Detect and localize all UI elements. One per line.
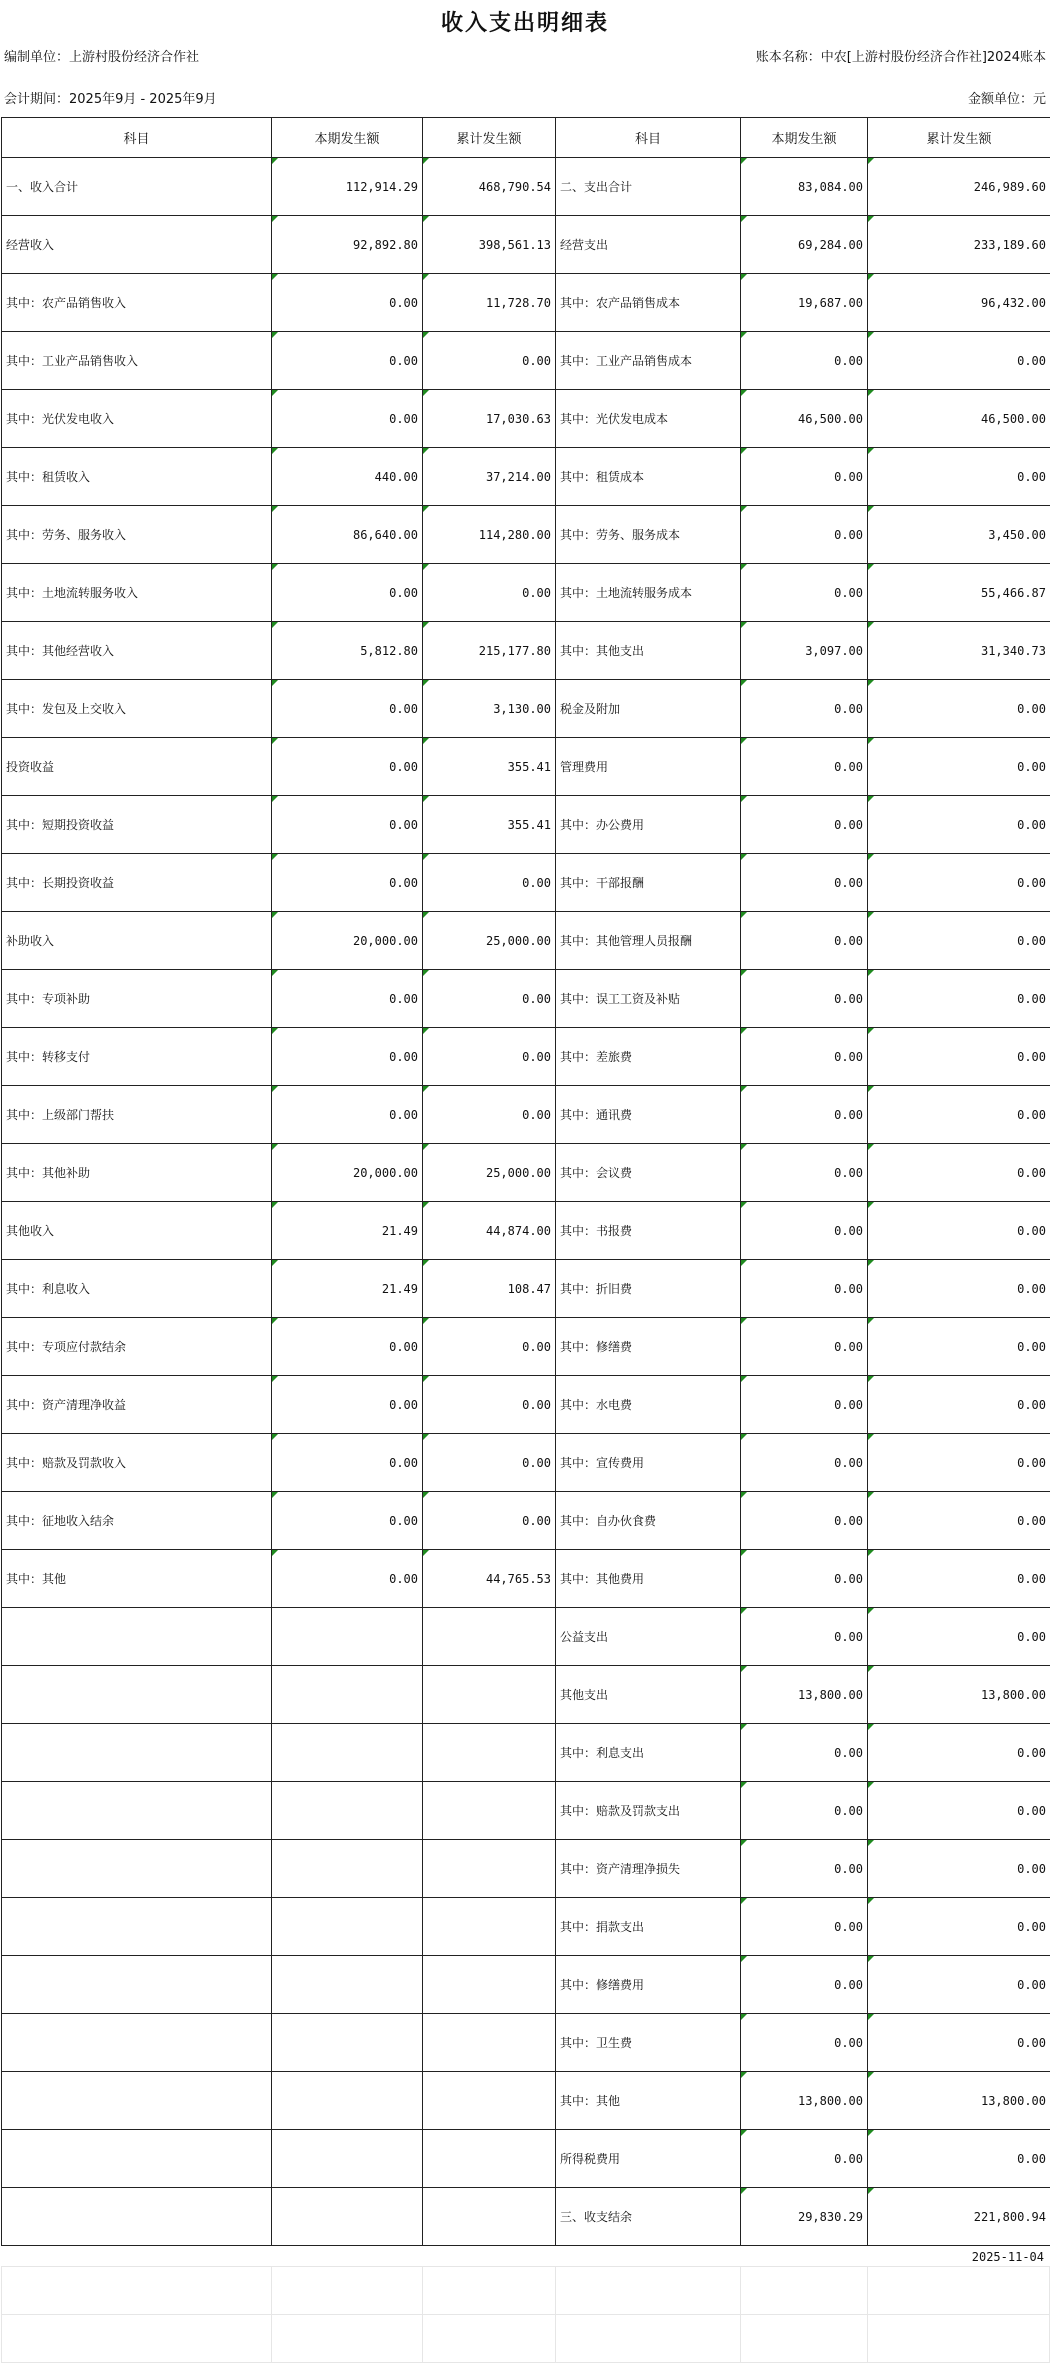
cell-current-right: 0.00 (741, 1550, 868, 1608)
cell-cumulative-right: 0.00 (868, 738, 1050, 796)
table-row (2, 1492, 1050, 1550)
cell-cumulative-right: 0.00 (868, 912, 1050, 970)
table-row (2, 1550, 1050, 1608)
cell-current-right: 0.00 (741, 1956, 868, 2014)
cell-current-right: 0.00 (741, 970, 868, 1028)
table-row (2, 1434, 1050, 1492)
table-row (2, 2014, 1050, 2072)
cell-current-left (272, 1608, 423, 1666)
cell-cumulative-left: 0.00 (423, 564, 556, 622)
table-row (2, 1782, 1050, 1840)
cell-subject-right: 其中：差旅费 (556, 1028, 741, 1086)
table-row (2, 1260, 1050, 1318)
cell-current-left (272, 1898, 423, 1956)
cell-current-right: 83,084.00 (741, 158, 868, 216)
cell-cumulative-right: 0.00 (868, 1434, 1050, 1492)
cell-cumulative-right: 0.00 (868, 854, 1050, 912)
cell-subject-left (2, 1724, 272, 1782)
table-row (2, 1898, 1050, 1956)
cell-cumulative-left (423, 2072, 556, 2130)
cell-current-right: 46,500.00 (741, 390, 868, 448)
cell-subject-right: 经营支出 (556, 216, 741, 274)
cell-cumulative-right: 0.00 (868, 1724, 1050, 1782)
cell-cumulative-right: 0.00 (868, 1144, 1050, 1202)
cell-current-left: 92,892.80 (272, 216, 423, 274)
header-cumulative-right: 累计发生额 (868, 118, 1050, 158)
cell-subject-left (2, 1608, 272, 1666)
cell-cumulative-left: 355.41 (423, 796, 556, 854)
table-row (2, 1086, 1050, 1144)
cell-subject-left: 其中：征地收入结余 (2, 1492, 272, 1550)
cell-current-left: 0.00 (272, 680, 423, 738)
currency-unit: 金额单位：元 (967, 92, 1046, 107)
cell-subject-right: 其中：误工工资及补贴 (556, 970, 741, 1028)
cell-subject-right: 其中：资产清理净损失 (556, 1840, 741, 1898)
cell-subject-left: 其中：其他 (2, 1550, 272, 1608)
table-row (2, 390, 1050, 448)
cell-current-right: 0.00 (741, 564, 868, 622)
cell-cumulative-right: 0.00 (868, 1028, 1050, 1086)
cell-cumulative-left (423, 1666, 556, 1724)
cell-current-right: 0.00 (741, 680, 868, 738)
cell-subject-right: 其中：自办伙食费 (556, 1492, 741, 1550)
cell-subject-right: 三、收支结余 (556, 2188, 741, 2246)
report-title: 收入支出明细表 (440, 11, 609, 36)
cell-cumulative-left: 114,280.00 (423, 506, 556, 564)
cell-subject-left: 其中：长期投资收益 (2, 854, 272, 912)
cell-current-right: 0.00 (741, 448, 868, 506)
cell-subject-right: 其中：通讯费 (556, 1086, 741, 1144)
table-row (2, 158, 1050, 216)
cell-current-left: 0.00 (272, 970, 423, 1028)
table-row (2, 1608, 1050, 1666)
cell-subject-right: 其中：其他支出 (556, 622, 741, 680)
cell-subject-right: 其中：赔款及罚款支出 (556, 1782, 741, 1840)
report-date: 2025-11-04 (971, 2250, 1044, 2264)
cell-cumulative-left: 468,790.54 (423, 158, 556, 216)
cell-current-right: 13,800.00 (741, 2072, 868, 2130)
cell-cumulative-right: 3,450.00 (868, 506, 1050, 564)
accounting-period: 会计期间：2025年9月 - 2025年9月 (4, 92, 217, 107)
cell-subject-left: 其中：租赁收入 (2, 448, 272, 506)
cell-subject-left: 其中：专项应付款结余 (2, 1318, 272, 1376)
header-current-left: 本期发生额 (272, 118, 423, 158)
cell-cumulative-right: 46,500.00 (868, 390, 1050, 448)
cell-current-right: 69,284.00 (741, 216, 868, 274)
cell-current-left: 0.00 (272, 274, 423, 332)
cell-subject-right: 其中：会议费 (556, 1144, 741, 1202)
empty-grid-area (1, 2266, 1050, 2363)
cell-current-right: 0.00 (741, 1086, 868, 1144)
cell-subject-left: 其中：上级部门帮扶 (2, 1086, 272, 1144)
cell-cumulative-left: 0.00 (423, 854, 556, 912)
cell-current-left: 0.00 (272, 332, 423, 390)
cell-subject-right: 管理费用 (556, 738, 741, 796)
cell-cumulative-left: 11,728.70 (423, 274, 556, 332)
cell-cumulative-right: 0.00 (868, 1086, 1050, 1144)
cell-subject-left: 其中：土地流转服务收入 (2, 564, 272, 622)
cell-current-right: 0.00 (741, 854, 868, 912)
cell-cumulative-right: 233,189.60 (868, 216, 1050, 274)
table-row (2, 680, 1050, 738)
cell-cumulative-left: 0.00 (423, 1086, 556, 1144)
cell-cumulative-right: 0.00 (868, 1260, 1050, 1318)
cell-cumulative-left: 44,765.53 (423, 1550, 556, 1608)
account-name: 账本名称：中农[上游村股份经济合作社]2024账本 (755, 50, 1046, 65)
cell-current-left (272, 1782, 423, 1840)
cell-current-left: 0.00 (272, 1318, 423, 1376)
cell-current-left: 86,640.00 (272, 506, 423, 564)
cell-current-left (272, 2014, 423, 2072)
cell-current-right: 3,097.00 (741, 622, 868, 680)
cell-current-left: 0.00 (272, 390, 423, 448)
table-row (2, 1376, 1050, 1434)
cell-subject-left: 一、收入合计 (2, 158, 272, 216)
cell-cumulative-left: 25,000.00 (423, 912, 556, 970)
cell-subject-left: 其中：其他补助 (2, 1144, 272, 1202)
cell-cumulative-left: 0.00 (423, 1376, 556, 1434)
table-row (2, 1318, 1050, 1376)
cell-cumulative-right: 0.00 (868, 1492, 1050, 1550)
table-row (2, 1028, 1050, 1086)
header-cumulative-left: 累计发生额 (423, 118, 556, 158)
cell-subject-right: 其中：土地流转服务成本 (556, 564, 741, 622)
header-current-right: 本期发生额 (741, 118, 868, 158)
cell-cumulative-left (423, 1840, 556, 1898)
cell-current-left: 20,000.00 (272, 1144, 423, 1202)
cell-subject-right: 公益支出 (556, 1608, 741, 1666)
table-row (2, 970, 1050, 1028)
cell-cumulative-right: 0.00 (868, 796, 1050, 854)
cell-current-right: 0.00 (741, 1898, 868, 1956)
cell-current-left: 0.00 (272, 1434, 423, 1492)
cell-current-right: 0.00 (741, 1608, 868, 1666)
cell-cumulative-left (423, 2014, 556, 2072)
cell-subject-right: 其中：工业产品销售成本 (556, 332, 741, 390)
cell-subject-right: 其中：宣传费用 (556, 1434, 741, 1492)
cell-cumulative-right: 0.00 (868, 680, 1050, 738)
table-row (2, 332, 1050, 390)
cell-current-left: 20,000.00 (272, 912, 423, 970)
cell-subject-right: 其中：捐款支出 (556, 1898, 741, 1956)
table-row (2, 1956, 1050, 2014)
cell-subject-right: 其中：折旧费 (556, 1260, 741, 1318)
cell-cumulative-right: 0.00 (868, 970, 1050, 1028)
cell-subject-left (2, 1782, 272, 1840)
cell-current-left (272, 1666, 423, 1724)
cell-current-left: 21.49 (272, 1260, 423, 1318)
cell-subject-left: 其中：短期投资收益 (2, 796, 272, 854)
cell-current-right: 0.00 (741, 1376, 868, 1434)
cell-subject-right: 二、支出合计 (556, 158, 741, 216)
cell-cumulative-left: 3,130.00 (423, 680, 556, 738)
cell-current-right: 19,687.00 (741, 274, 868, 332)
cell-current-left: 0.00 (272, 796, 423, 854)
cell-cumulative-right: 0.00 (868, 1550, 1050, 1608)
cell-current-left: 0.00 (272, 1028, 423, 1086)
cell-subject-left: 其中：赔款及罚款收入 (2, 1434, 272, 1492)
cell-cumulative-right: 0.00 (868, 332, 1050, 390)
cell-cumulative-left (423, 1608, 556, 1666)
cell-current-left (272, 2130, 423, 2188)
cell-subject-left (2, 1956, 272, 2014)
cell-current-right: 29,830.29 (741, 2188, 868, 2246)
cell-cumulative-right: 0.00 (868, 448, 1050, 506)
cell-subject-left: 其中：转移支付 (2, 1028, 272, 1086)
cell-current-right: 0.00 (741, 1724, 868, 1782)
cell-current-right: 0.00 (741, 912, 868, 970)
table-row (2, 274, 1050, 332)
cell-cumulative-left: 0.00 (423, 970, 556, 1028)
cell-subject-left (2, 1666, 272, 1724)
table-row (2, 738, 1050, 796)
cell-current-left (272, 1956, 423, 2014)
cell-current-left: 0.00 (272, 1086, 423, 1144)
cell-current-left: 0.00 (272, 1492, 423, 1550)
table-row (2, 1202, 1050, 1260)
cell-subject-left: 其中：农产品销售收入 (2, 274, 272, 332)
cell-current-left (272, 2188, 423, 2246)
cell-cumulative-left (423, 1724, 556, 1782)
header-subject-left: 科目 (2, 118, 272, 158)
table-row (2, 2130, 1050, 2188)
cell-cumulative-left: 37,214.00 (423, 448, 556, 506)
cell-subject-right: 其他支出 (556, 1666, 741, 1724)
cell-subject-left (2, 1840, 272, 1898)
cell-subject-right: 其中：水电费 (556, 1376, 741, 1434)
cell-cumulative-right: 13,800.00 (868, 1666, 1050, 1724)
table-row (2, 2072, 1050, 2130)
table-row (2, 216, 1050, 274)
cell-current-right: 0.00 (741, 1782, 868, 1840)
cell-cumulative-left: 215,177.80 (423, 622, 556, 680)
income-expense-table (1, 117, 1050, 2246)
cell-subject-right: 其中：其他费用 (556, 1550, 741, 1608)
cell-current-right: 0.00 (741, 1840, 868, 1898)
cell-current-right: 0.00 (741, 1202, 868, 1260)
cell-subject-right: 其中：办公费用 (556, 796, 741, 854)
cell-subject-left (2, 2188, 272, 2246)
cell-cumulative-right: 31,340.73 (868, 622, 1050, 680)
cell-subject-right: 其中：利息支出 (556, 1724, 741, 1782)
header-subject-right: 科目 (556, 118, 741, 158)
cell-current-right: 0.00 (741, 1260, 868, 1318)
cell-cumulative-right: 0.00 (868, 1318, 1050, 1376)
cell-cumulative-right: 96,432.00 (868, 274, 1050, 332)
cell-subject-right: 其中：其他 (556, 2072, 741, 2130)
cell-current-right: 0.00 (741, 2130, 868, 2188)
cell-current-left (272, 2072, 423, 2130)
cell-current-right: 13,800.00 (741, 1666, 868, 1724)
cell-subject-left: 其中：资产清理净收益 (2, 1376, 272, 1434)
table-row (2, 1144, 1050, 1202)
cell-cumulative-left (423, 2188, 556, 2246)
cell-current-left (272, 1840, 423, 1898)
cell-current-right: 0.00 (741, 1434, 868, 1492)
cell-subject-left: 其中：发包及上交收入 (2, 680, 272, 738)
cell-current-left: 5,812.80 (272, 622, 423, 680)
cell-cumulative-left: 0.00 (423, 1434, 556, 1492)
cell-cumulative-left: 398,561.13 (423, 216, 556, 274)
cell-subject-right: 其中：劳务、服务成本 (556, 506, 741, 564)
cell-cumulative-right: 0.00 (868, 1898, 1050, 1956)
cell-current-right: 0.00 (741, 332, 868, 390)
cell-cumulative-right: 0.00 (868, 1956, 1050, 2014)
cell-subject-left: 其他收入 (2, 1202, 272, 1260)
cell-cumulative-right: 55,466.87 (868, 564, 1050, 622)
cell-current-left: 0.00 (272, 738, 423, 796)
cell-cumulative-left: 17,030.63 (423, 390, 556, 448)
cell-current-right: 0.00 (741, 796, 868, 854)
cell-current-left: 440.00 (272, 448, 423, 506)
cell-subject-left (2, 2130, 272, 2188)
cell-subject-right: 所得税费用 (556, 2130, 741, 2188)
cell-current-right: 0.00 (741, 738, 868, 796)
cell-current-right: 0.00 (741, 2014, 868, 2072)
cell-cumulative-left (423, 2130, 556, 2188)
cell-subject-left: 其中：光伏发电收入 (2, 390, 272, 448)
cell-cumulative-left: 0.00 (423, 1028, 556, 1086)
table-row (2, 854, 1050, 912)
table-row (2, 1840, 1050, 1898)
table-row (2, 448, 1050, 506)
compiling-unit: 编制单位：上游村股份经济合作社 (4, 50, 200, 65)
table-header-row (2, 118, 1050, 158)
cell-current-left: 0.00 (272, 1376, 423, 1434)
cell-subject-left: 经营收入 (2, 216, 272, 274)
cell-cumulative-left (423, 1956, 556, 2014)
cell-current-left: 0.00 (272, 854, 423, 912)
cell-subject-right: 其中：光伏发电成本 (556, 390, 741, 448)
cell-subject-left: 其中：其他经营收入 (2, 622, 272, 680)
table-row (2, 506, 1050, 564)
cell-subject-left: 其中：专项补助 (2, 970, 272, 1028)
cell-current-left: 21.49 (272, 1202, 423, 1260)
cell-cumulative-right: 246,989.60 (868, 158, 1050, 216)
cell-current-right: 0.00 (741, 506, 868, 564)
cell-subject-right: 其中：农产品销售成本 (556, 274, 741, 332)
cell-cumulative-left: 0.00 (423, 332, 556, 390)
cell-cumulative-left: 0.00 (423, 1492, 556, 1550)
cell-current-left: 0.00 (272, 564, 423, 622)
cell-subject-left: 其中：劳务、服务收入 (2, 506, 272, 564)
cell-cumulative-left: 355.41 (423, 738, 556, 796)
cell-subject-left: 其中：利息收入 (2, 1260, 272, 1318)
table-body (2, 158, 1050, 2246)
cell-current-right: 0.00 (741, 1028, 868, 1086)
cell-cumulative-left: 0.00 (423, 1318, 556, 1376)
cell-cumulative-left: 44,874.00 (423, 1202, 556, 1260)
table-row (2, 796, 1050, 854)
cell-cumulative-right: 13,800.00 (868, 2072, 1050, 2130)
cell-current-left: 112,914.29 (272, 158, 423, 216)
cell-subject-right: 其中：其他管理人员报酬 (556, 912, 741, 970)
cell-subject-left: 补助收入 (2, 912, 272, 970)
table-row (2, 1724, 1050, 1782)
cell-cumulative-right: 0.00 (868, 1840, 1050, 1898)
cell-cumulative-right: 0.00 (868, 1376, 1050, 1434)
cell-subject-left (2, 1898, 272, 1956)
cell-subject-right: 其中：租赁成本 (556, 448, 741, 506)
cell-cumulative-right: 0.00 (868, 1202, 1050, 1260)
cell-cumulative-right: 0.00 (868, 2130, 1050, 2188)
cell-cumulative-right: 0.00 (868, 1782, 1050, 1840)
cell-current-right: 0.00 (741, 1318, 868, 1376)
table-row (2, 2188, 1050, 2246)
cell-cumulative-right: 221,800.94 (868, 2188, 1050, 2246)
cell-cumulative-left: 108.47 (423, 1260, 556, 1318)
cell-cumulative-right: 0.00 (868, 1608, 1050, 1666)
table-row (2, 1666, 1050, 1724)
cell-current-right: 0.00 (741, 1492, 868, 1550)
cell-subject-left: 投资收益 (2, 738, 272, 796)
cell-current-right: 0.00 (741, 1144, 868, 1202)
cell-subject-right: 税金及附加 (556, 680, 741, 738)
cell-subject-right: 其中：书报费 (556, 1202, 741, 1260)
cell-subject-left (2, 2014, 272, 2072)
cell-subject-right: 其中：修缮费用 (556, 1956, 741, 2014)
cell-cumulative-left: 25,000.00 (423, 1144, 556, 1202)
cell-cumulative-left (423, 1898, 556, 1956)
cell-subject-right: 其中：修缮费 (556, 1318, 741, 1376)
table-row (2, 564, 1050, 622)
cell-current-left: 0.00 (272, 1550, 423, 1608)
table-row (2, 622, 1050, 680)
cell-subject-right: 其中：卫生费 (556, 2014, 741, 2072)
table-row (2, 912, 1050, 970)
cell-cumulative-left (423, 1782, 556, 1840)
cell-subject-right: 其中：干部报酬 (556, 854, 741, 912)
cell-cumulative-right: 0.00 (868, 2014, 1050, 2072)
cell-current-left (272, 1724, 423, 1782)
cell-subject-left (2, 2072, 272, 2130)
cell-subject-left: 其中：工业产品销售收入 (2, 332, 272, 390)
